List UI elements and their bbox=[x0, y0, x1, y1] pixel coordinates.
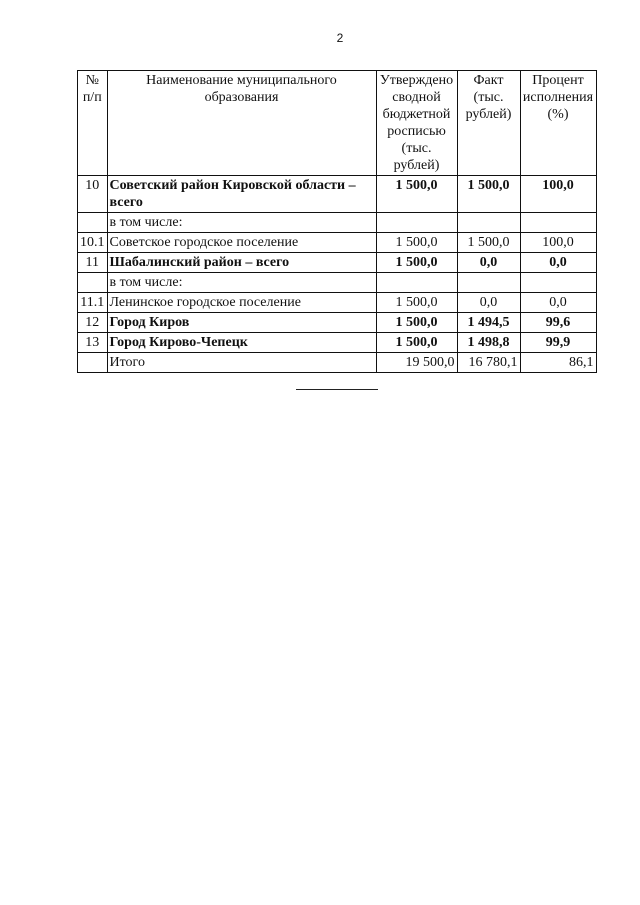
row-percent: 100,0 bbox=[520, 176, 596, 213]
header-num: № п/п bbox=[78, 71, 108, 176]
table-row bbox=[78, 293, 597, 313]
row-name: в том числе: bbox=[107, 213, 376, 233]
table-total-row bbox=[78, 353, 597, 373]
row-name: в том числе: bbox=[107, 273, 376, 293]
header-name: Наименование муниципального образования bbox=[107, 71, 376, 176]
row-approved: 19 500,0 bbox=[376, 353, 457, 373]
row-percent: 0,0 bbox=[520, 253, 596, 273]
row-num bbox=[78, 213, 108, 233]
table-row bbox=[78, 273, 597, 293]
budget-execution-table bbox=[77, 70, 597, 373]
row-fact bbox=[457, 273, 520, 293]
row-approved bbox=[376, 213, 457, 233]
row-name: Ленинское городское поселение bbox=[107, 293, 376, 313]
row-percent: 86,1 bbox=[520, 353, 596, 373]
row-percent: 99,9 bbox=[520, 333, 596, 353]
row-fact bbox=[457, 213, 520, 233]
row-name: Советское городское поселение bbox=[107, 233, 376, 253]
row-fact: 1 500,0 bbox=[457, 233, 520, 253]
table-row bbox=[78, 253, 597, 273]
row-percent bbox=[520, 213, 596, 233]
row-percent: 100,0 bbox=[520, 233, 596, 253]
row-num: 11 bbox=[78, 253, 108, 273]
row-approved: 1 500,0 bbox=[376, 253, 457, 273]
row-name: Советский район Кировской области – всего bbox=[107, 176, 376, 213]
row-num: 13 bbox=[78, 333, 108, 353]
row-name: Город Киров bbox=[107, 313, 376, 333]
table-header-row bbox=[78, 71, 597, 176]
page-number: 2 bbox=[336, 31, 344, 45]
row-fact: 0,0 bbox=[457, 293, 520, 313]
row-num: 10.1 bbox=[78, 233, 108, 253]
row-fact: 0,0 bbox=[457, 253, 520, 273]
table-row bbox=[78, 213, 597, 233]
row-approved: 1 500,0 bbox=[376, 333, 457, 353]
row-num: 11.1 bbox=[78, 293, 108, 313]
row-fact: 1 494,5 bbox=[457, 313, 520, 333]
row-approved: 1 500,0 bbox=[376, 313, 457, 333]
table-row bbox=[78, 176, 597, 213]
row-fact: 16 780,1 bbox=[457, 353, 520, 373]
row-num bbox=[78, 353, 108, 373]
row-num: 12 bbox=[78, 313, 108, 333]
row-num bbox=[78, 273, 108, 293]
row-num: 10 bbox=[78, 176, 108, 213]
row-approved: 1 500,0 bbox=[376, 293, 457, 313]
header-fact: Факт (тыс. рублей) bbox=[457, 71, 520, 176]
header-approved: Утверждено сводной бюджетной росписью (тыс. рублей) bbox=[376, 71, 457, 176]
end-separator-line bbox=[296, 389, 378, 390]
row-name: Город Кирово-Чепецк bbox=[107, 333, 376, 353]
row-fact: 1 500,0 bbox=[457, 176, 520, 213]
table-row bbox=[78, 313, 597, 333]
row-name: Шабалинский район – всего bbox=[107, 253, 376, 273]
row-percent: 99,6 bbox=[520, 313, 596, 333]
row-approved: 1 500,0 bbox=[376, 176, 457, 213]
row-name: Итого bbox=[107, 353, 376, 373]
row-percent: 0,0 bbox=[520, 293, 596, 313]
table-row bbox=[78, 333, 597, 353]
table-row bbox=[78, 233, 597, 253]
row-fact: 1 498,8 bbox=[457, 333, 520, 353]
header-percent: Процент исполнения (%) bbox=[520, 71, 596, 176]
row-approved: 1 500,0 bbox=[376, 233, 457, 253]
row-percent bbox=[520, 273, 596, 293]
row-approved bbox=[376, 273, 457, 293]
